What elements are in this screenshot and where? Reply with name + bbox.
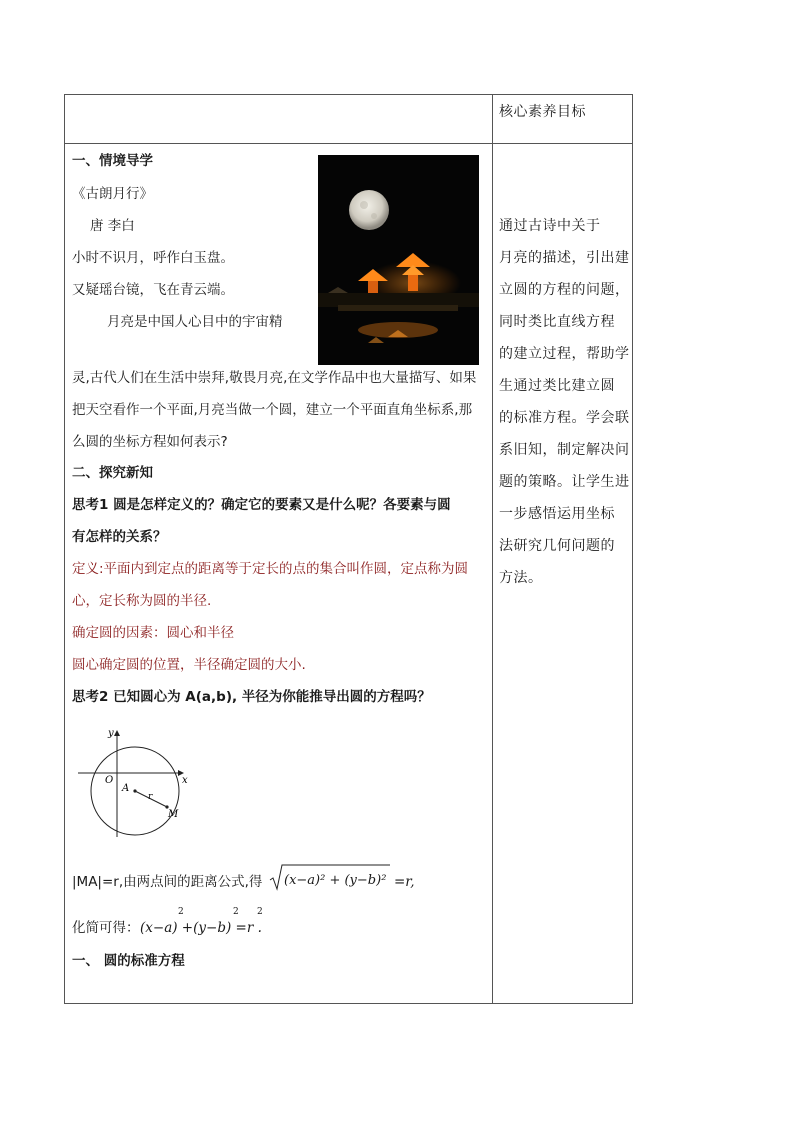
simplify-prefix: 化简可得： [72, 920, 140, 936]
goal-line-5: 的建立过程，帮助学 [499, 346, 630, 362]
intro-para-line-2: 灵,古代人们在生活中崇拜,敬畏月亮,在文学作品中也大量描写、如果 [72, 370, 477, 386]
formula-radicand: (x−a)² + (y−b)² [284, 873, 387, 888]
goal-line-7: 的标准方程。学会联 [499, 410, 630, 426]
formula-rhs: =r, [394, 874, 415, 890]
right-column-title: 核心素养目标 [499, 104, 586, 120]
header-divider [64, 143, 633, 144]
think2-question: 思考2 已知圆心为 A(a,b), 半径为你能推导出圆的方程吗？ [72, 689, 431, 705]
goal-line-3: 立圆的方程的问题， [499, 282, 630, 298]
goal-line-6: 生通过类比建立圆 [499, 378, 615, 394]
poem-line-2: 又疑瑶台镜，飞在青云端。 [72, 282, 234, 298]
exponent-3: 2 [257, 907, 263, 917]
x-axis-label: x [182, 775, 188, 786]
poem-line-1: 小时不识月，呼作白玉盘。 [72, 250, 234, 266]
center-point-label: A [122, 783, 130, 794]
goal-line-10: 一步感悟运用坐标 [499, 506, 615, 522]
moon-pavilion-photo [318, 155, 479, 365]
goal-line-2: 月亮的描述，引出建 [499, 250, 630, 266]
goal-line-4: 同时类比直线方程 [499, 314, 615, 330]
goal-line-1: 通过古诗中关于 [499, 218, 601, 234]
section-heading-situation: 一、情境导学 [72, 153, 153, 169]
poem-title: 《古朗月行》 [72, 186, 153, 202]
definition-line-2: 心，定长称为圆的半径. [72, 593, 212, 609]
definition-line-1: 定义:平面内到定点的距离等于定长的点的集合叫作圆，定点称为圆 [72, 561, 469, 577]
exponent-1: 2 [178, 907, 184, 917]
intro-para-line-4: 么圆的坐标方程如何表示? [72, 434, 228, 450]
intro-para-line-3: 把天空看作一个平面,月亮当做一个圆，建立一个平面直角坐标系,那 [72, 402, 473, 418]
think1-line-1: 思考1 圆是怎样定义的？确定它的要素又是什么呢？各要素与圆 [72, 497, 451, 513]
radius-label: r [148, 792, 153, 802]
factor-line: 确定圆的因素：圆心和半径 [72, 625, 234, 641]
goal-line-11: 法研究几何问题的 [499, 538, 615, 554]
exponent-2: 2 [233, 907, 239, 917]
column-divider [492, 94, 493, 1004]
distance-formula-prefix: |MA|=r,由两点间的距离公式,得 [72, 874, 263, 890]
center-radius-line: 圆心确定圆的位置，半径确定圆的大小. [72, 657, 306, 673]
think1-line-2: 有怎样的关系？ [72, 529, 167, 545]
section-heading-explore: 二、探究新知 [72, 465, 153, 481]
poem-author: 唐 李白 [90, 218, 135, 234]
circle-coordinate-diagram [74, 727, 194, 840]
standard-equation: (x−a) +(y−b) =r . [140, 920, 262, 936]
goal-line-12: 方法。 [499, 570, 543, 586]
y-axis-label: y [108, 728, 114, 739]
intro-para-line-1: 月亮是中国人心目中的宇宙精 [107, 314, 283, 330]
moon-icon [349, 190, 389, 230]
goal-line-8: 系旧知，制定解决问 [499, 442, 630, 458]
section-heading-standard-equation: 一、 圆的标准方程 [72, 953, 185, 969]
goal-line-9: 题的策略。让学生进 [499, 474, 630, 490]
origin-label: O [105, 775, 114, 786]
point-m-label: M [168, 809, 179, 820]
